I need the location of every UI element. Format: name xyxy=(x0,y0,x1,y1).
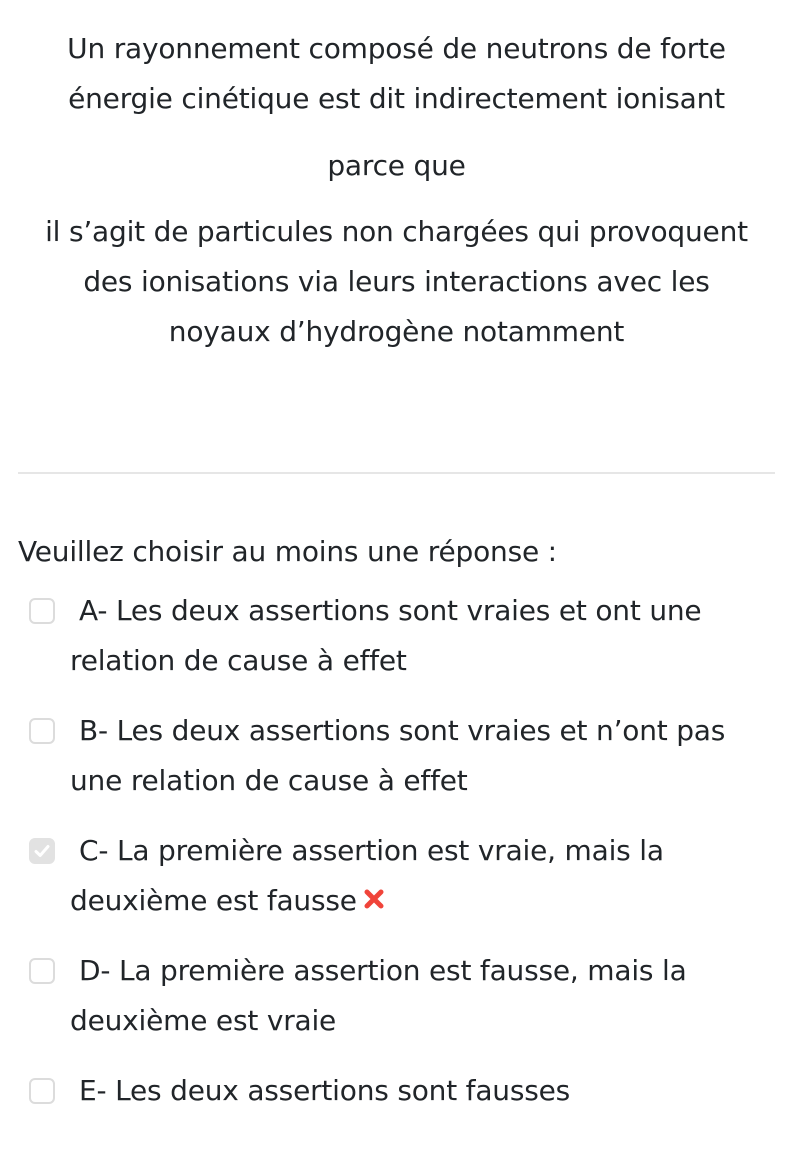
connector-text xyxy=(18,141,775,191)
answer-a-label[interactable] xyxy=(70,586,770,686)
answer-d-checkbox[interactable] xyxy=(29,958,55,984)
answer-d-label[interactable] xyxy=(70,946,770,1046)
assertion-2-line: des ionisations via leurs interactions avec les xyxy=(83,265,710,298)
assertion-2-line: il s’agit de particules non chargées qui provoquent xyxy=(45,215,748,248)
answer-a-line: relation de cause à effet xyxy=(70,644,407,677)
answer-prompt: Veuillez choisir au moins une réponse : xyxy=(18,535,557,568)
assertion-1-line: Un rayonnement composé de neutrons de forte xyxy=(67,32,726,65)
connector-label: parce que xyxy=(327,149,466,182)
answer-c-label[interactable] xyxy=(70,826,770,926)
checkmark-icon xyxy=(34,843,50,859)
answer-c-line: deuxième est fausse xyxy=(70,884,357,917)
answer-d-line: deuxième est vraie xyxy=(70,1004,337,1037)
assertion-2-line: noyaux d’hydrogène notamment xyxy=(168,315,625,348)
answer-b-line: une relation de cause à effet xyxy=(70,764,468,797)
answer-c-line: C- La première assertion est vraie, mais la xyxy=(79,834,664,867)
answer-b-label[interactable] xyxy=(70,706,770,806)
assertion-2 xyxy=(18,207,775,357)
answer-e-label[interactable] xyxy=(70,1066,770,1116)
assertion-1 xyxy=(18,24,775,124)
divider xyxy=(18,472,775,474)
answer-b-line: B- Les deux assertions sont vraies et n’ont pas xyxy=(79,714,726,747)
assertion-1-line: énergie cinétique est dit indirectement ionisant xyxy=(68,82,725,115)
answer-e-line: E- Les deux assertions sont fausses xyxy=(79,1074,571,1107)
answer-d-line: D- La première assertion est fausse, mais la xyxy=(79,954,687,987)
answer-c-checkbox[interactable] xyxy=(29,838,55,864)
answer-b-checkbox[interactable] xyxy=(29,718,55,744)
answer-a-line: A- Les deux assertions sont vraies et ont une xyxy=(79,594,702,627)
answer-e-checkbox[interactable] xyxy=(29,1078,55,1104)
answer-a-checkbox[interactable] xyxy=(29,598,55,624)
incorrect-x-icon xyxy=(363,888,385,910)
